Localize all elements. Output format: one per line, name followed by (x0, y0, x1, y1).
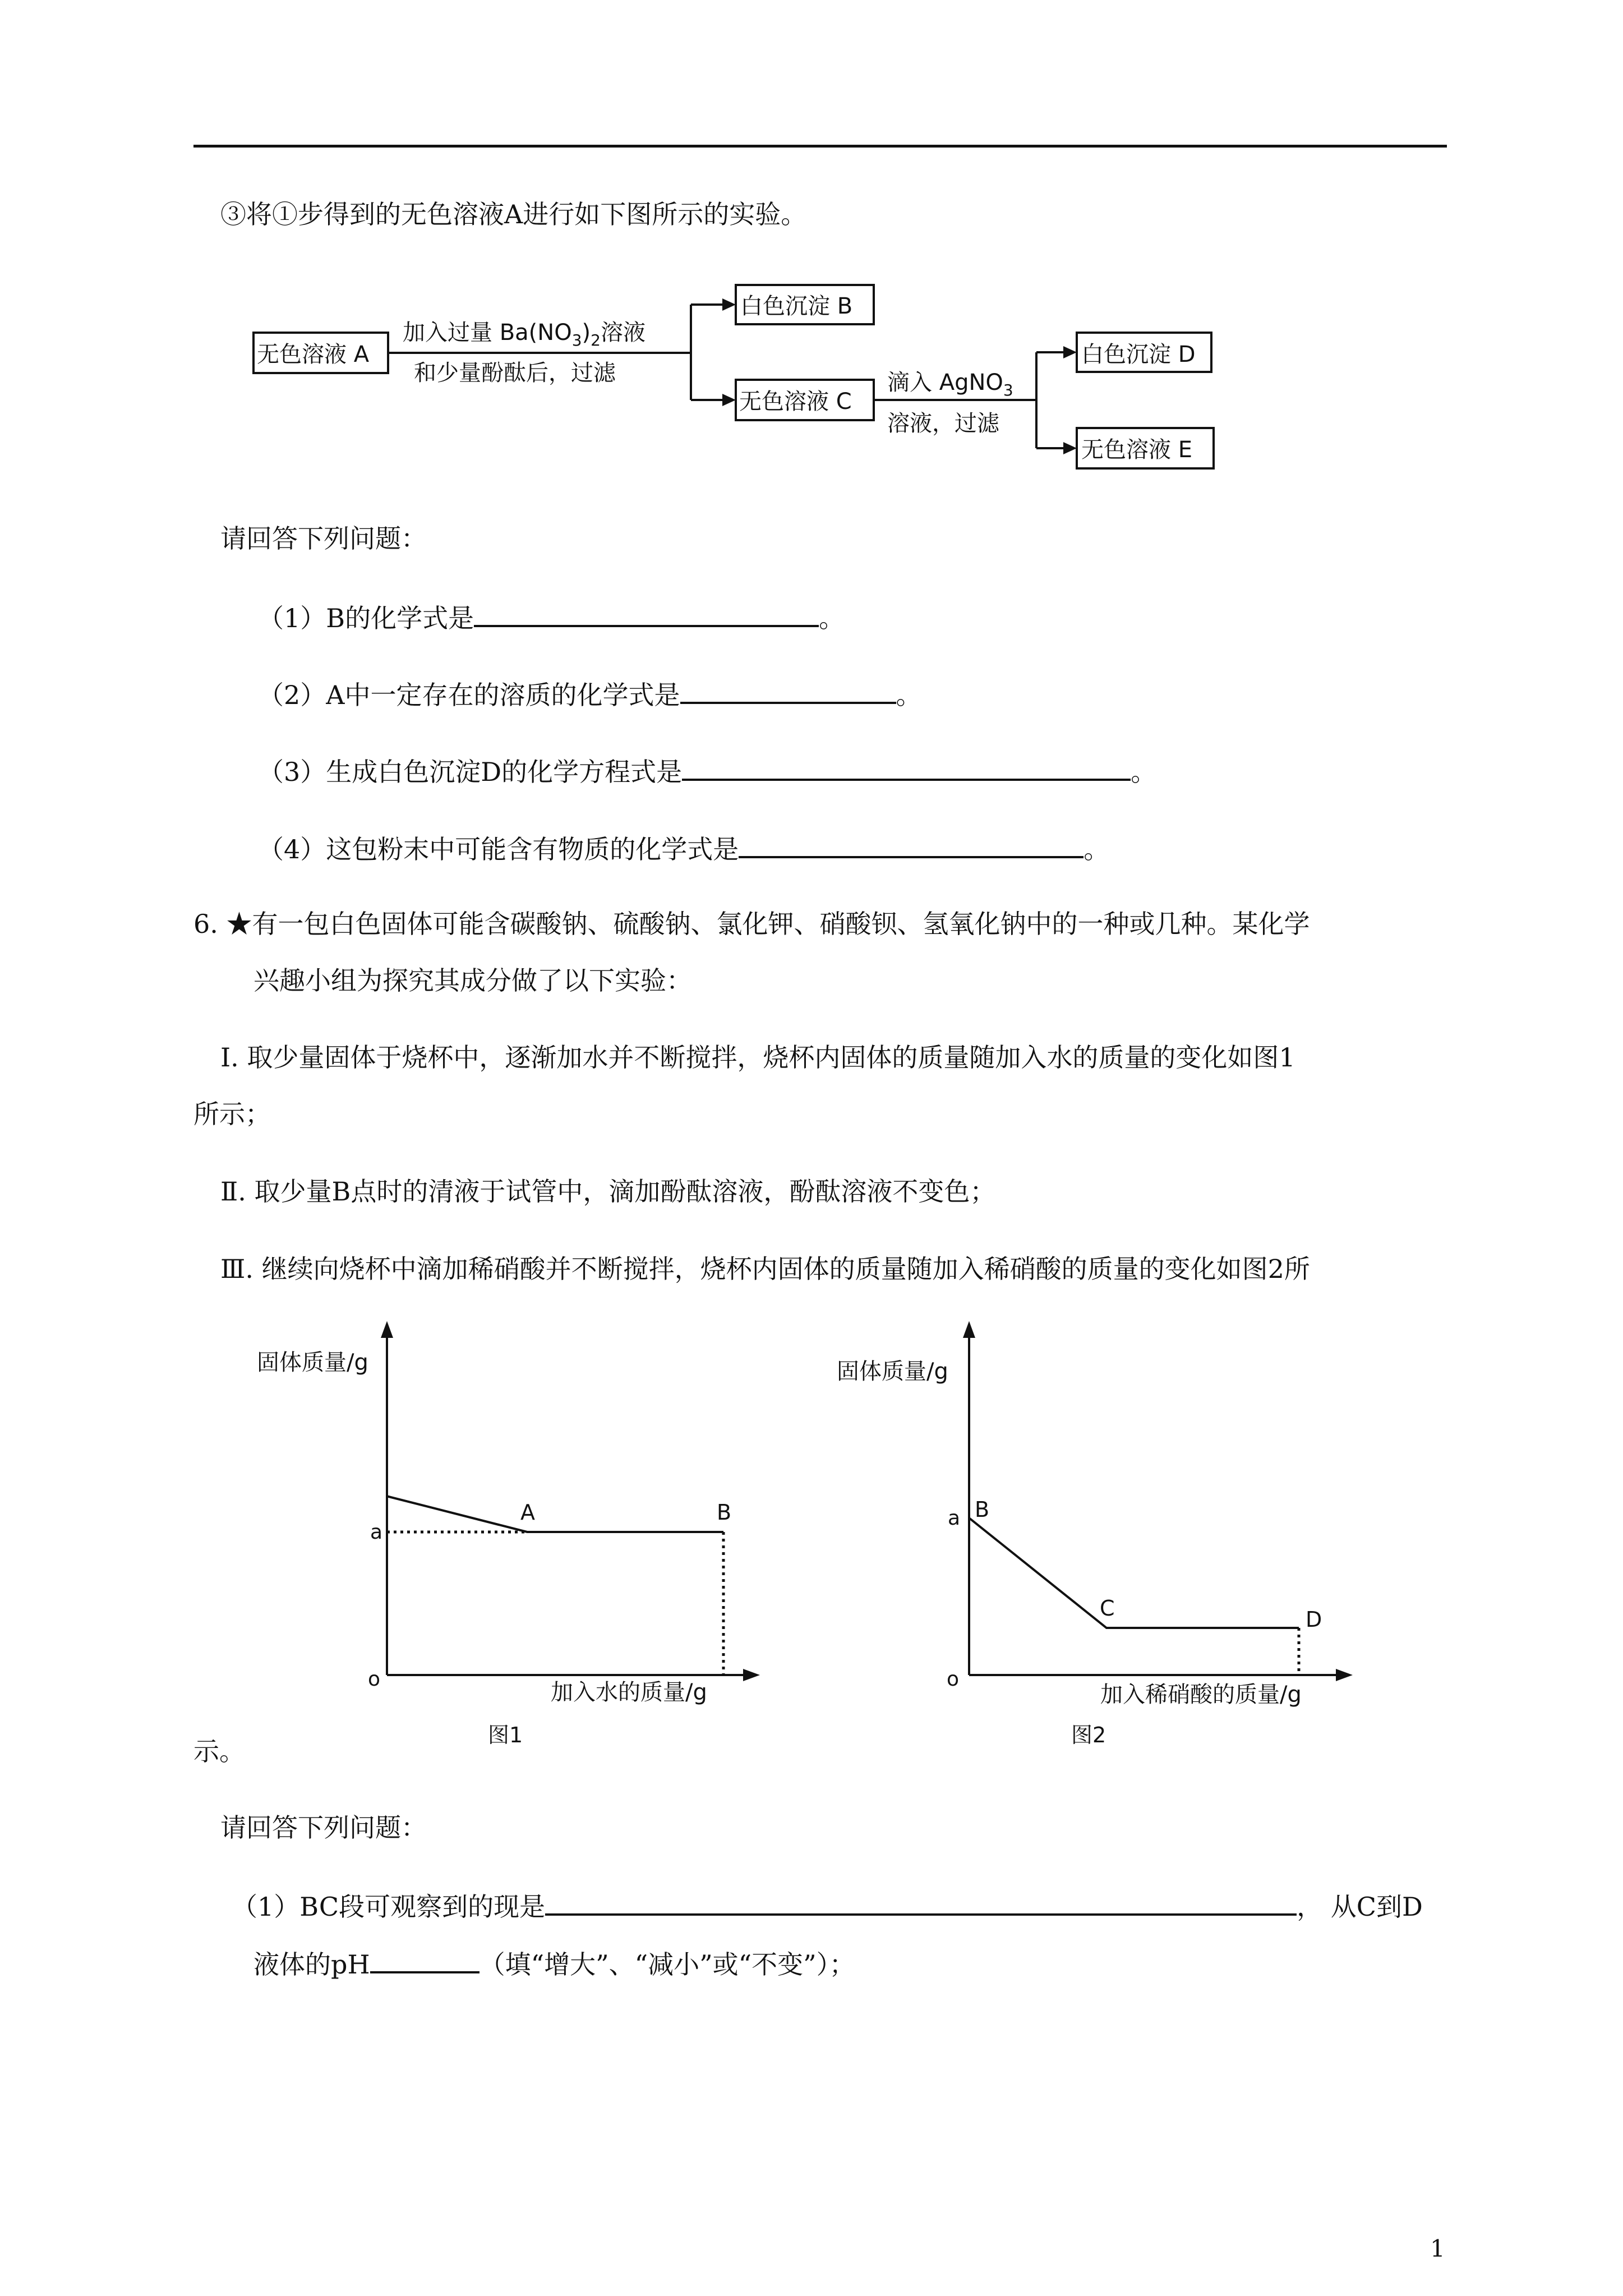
y-axis-arrow (963, 1321, 975, 1338)
y-tick-label-a: a (370, 1521, 383, 1544)
point-label-b: B (975, 1497, 990, 1522)
reagent2-label: 滴入 AgNO$_3$ (887, 370, 1013, 399)
point-label-a: A (520, 1500, 535, 1525)
y-axis-arrow (381, 1321, 393, 1338)
q5-item-1: （1）B的化学式是 。 (258, 599, 845, 635)
point-label-c: C (1100, 1596, 1115, 1621)
x-axis-label: 加入水的质量/g (551, 1680, 707, 1705)
q5-item-2: （2）A中一定存在的溶质的化学式是 。 (258, 676, 922, 712)
point-label-d: D (1306, 1607, 1322, 1632)
reagent1-label: 加入过量 $Ba(NO_3)_2$溶液 (403, 320, 645, 349)
q5-item-4: （4）这包粉末中可能含有物质的化学式是 。 (258, 830, 1109, 866)
chart-figure-1 (257, 1321, 760, 1747)
step3-text: ③将①步得到的无色溶液A进行如下图所示的实验。 (220, 199, 807, 229)
point-label-b: B (717, 1500, 732, 1525)
q5-item-3: （3）生成白色沉淀D的化学方程式是 。 (258, 753, 1156, 789)
box-c-label: 无色溶液 C (739, 389, 852, 415)
q6-sub1-line1: （1）BC段可观察到的现是 ， 从C到D (232, 1888, 1423, 1924)
q6-line2: 兴趣小组为探究其成分做了以下实验： (253, 965, 692, 996)
figure-caption: 图1 (488, 1723, 523, 1747)
q5-prompt: 请回答下列问题： (220, 523, 427, 554)
answer-blank-ph[interactable] (370, 1945, 479, 1973)
x-axis-arrow (1336, 1669, 1353, 1681)
figure-caption: 图2 (1071, 1723, 1106, 1747)
origin-label: o (947, 1668, 960, 1691)
chart-figure-2 (837, 1321, 1353, 1747)
box-d-label: 白色沉淀 D (1081, 342, 1196, 367)
y-tick-label-a: a (948, 1507, 961, 1530)
x-axis-label: 加入稀硝酸的质量/g (1100, 1682, 1302, 1708)
data-series-line (969, 1518, 1299, 1628)
q6-step2: Ⅱ. 取少量B点时的清液于试管中，滴加酚酞溶液，酚酞溶液不变色； (220, 1176, 996, 1207)
q6-line1: 6. ★有一包白色固体可能含碳酸钠、硫酸钠、氯化钾、硝酸钡、氢氧化钠中的一种或几种。某化学 (193, 909, 1310, 939)
data-series-line (387, 1496, 723, 1532)
q6-step1-line1: Ⅰ. 取少量固体于烧杯中，逐渐加水并不断搅拌，烧杯内固体的质量随加入水的质量的变化如图1 (220, 1042, 1295, 1073)
reagent2-line2: 溶液，过滤 (887, 411, 999, 436)
q6-step1-line2: 所示； (193, 1099, 271, 1129)
origin-label: o (368, 1668, 381, 1691)
q6-step3-line2: 示。 (193, 1736, 245, 1766)
q6-step3-line1: Ⅲ. 继续向烧杯中滴加稀硝酸并不断搅拌，烧杯内固体的质量随加入稀硝酸的质量的变化如图2所 (220, 1254, 1310, 1284)
box-e-label: 无色溶液 E (1081, 437, 1192, 463)
box-b-label: 白色沉淀 B (740, 293, 853, 319)
page-number: 1 (1430, 2235, 1445, 2262)
box-a-label: 无色溶液 A (257, 342, 370, 367)
x-axis-arrow (743, 1669, 760, 1681)
q6-prompt: 请回答下列问题： (220, 1812, 427, 1843)
y-axis-label: 固体质量/g (257, 1350, 368, 1375)
answer-blank-bc[interactable] (545, 1888, 1297, 1916)
q6-sub1-line2: 液体的pH （填“增大”、“减小”或“不变”）； (253, 1945, 855, 1981)
reagent1-line2: 和少量酚酞后，过滤 (414, 360, 616, 386)
y-axis-label: 固体质量/g (837, 1359, 948, 1384)
